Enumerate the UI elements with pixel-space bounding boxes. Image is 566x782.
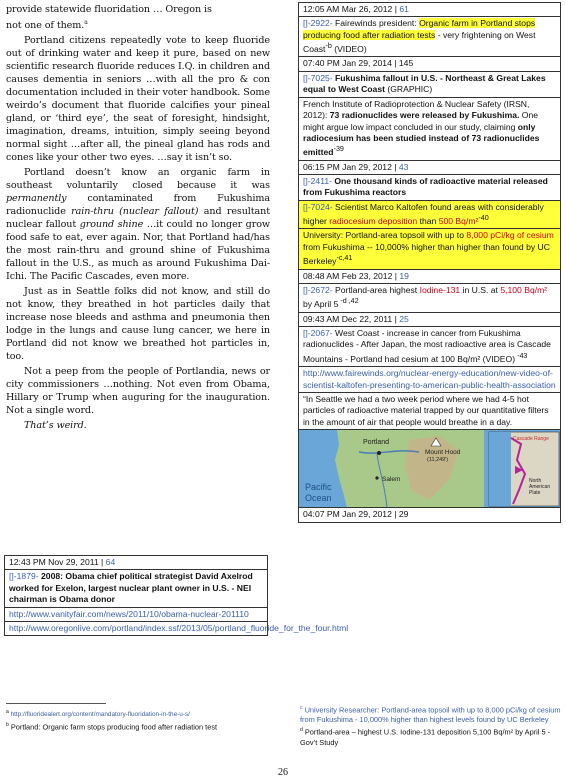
- r2-count: 145: [398, 58, 414, 69]
- cascade-map: [299, 430, 560, 508]
- r1-highlight: Organic farm in Portland stops producing food after radiation tests: [303, 18, 536, 40]
- footnote-ref-43[interactable]: -43: [515, 351, 528, 360]
- label-plate: Plate: [529, 490, 541, 497]
- label-north: North: [529, 478, 542, 485]
- r10-quote-row: [299, 393, 560, 430]
- left-box-id-link[interactable]: []-1879-: [9, 571, 39, 582]
- left-box-headline-row: [5, 570, 267, 607]
- r5-id-link[interactable]: []-7024-: [303, 201, 333, 212]
- inset-ocean: [489, 432, 511, 506]
- label-american: American: [529, 484, 551, 491]
- left-box-date: 12:43 PM Nov 29, 2011 |: [9, 557, 104, 567]
- r11-count: 29: [398, 509, 409, 520]
- r9-url-row: [299, 367, 560, 393]
- r2-date-row: 07:40 PM Jan 29, 2014 | 145: [299, 57, 560, 71]
- left-box-headline: 2008: Obama chief political strategist David Axelrod worked for Exelon, largest nuclear plant owner in U.S. - NEI chairman is Obama donor: [9, 571, 253, 605]
- left-citation-box: [4, 555, 349, 636]
- r7-count[interactable]: 19: [399, 270, 409, 281]
- left-box-url2-row: [5, 622, 349, 635]
- para-2: Portland doesn’t know an organic farm in southeast voluntarily closed because it was permanently contaminated from Fukushima radionuclide rain-thru (nuclear fallout) and resultant nuclear fallout ground shine …it could no longer grow food safe to eat, ever again. Nor, that Portland had/has the most rain-thru and ground shine of Fukushima fallout in the U.S., as much as around Fukushima Dai-Ichi. The Pacific Cascades, even more.: [6, 167, 270, 283]
- r1-body: []-2922- Fairewinds president: Organic farm in Portland stops producing food after radiation tests - very frightening on West Coast$^{-b}$ (VIDEO): [299, 17, 560, 57]
- footnote-ref-d[interactable]: -d ,42: [338, 297, 359, 306]
- footnote-a: $^a$ http://fluoridealert.org/content/mandatory-fluoridation-in-the-u-s/: [6, 709, 190, 719]
- seattle-quote: “In Seattle we had a two week period where we had 4-5 hot particles of radioactive material trapped by our quantitative filters in the amount of air that people would breathe in a day.: [303, 393, 549, 427]
- para-0: [6, 3, 270, 32]
- footnote-c[interactable]: $^c$ University Researcher: Portland-area topsoil with up to 8,000 pCi/kg of cesium from Fukushima - 10,000% higher than highest levels found by UC Berkeley: [300, 705, 561, 725]
- fluoridealert-link[interactable]: http://fluoridealert.org/content/mandatory-fluoridation-in-the-u-s/: [10, 711, 190, 719]
- r4-id-link[interactable]: []-2411-: [303, 176, 332, 186]
- footnote-ref-c[interactable]: -c,41: [336, 254, 353, 263]
- label-pacific: Pacific: [305, 482, 332, 493]
- r8-count[interactable]: 25: [399, 313, 409, 324]
- label-ocean: Ocean: [305, 493, 332, 504]
- r8-date-row: 09:43 AM Dec 22, 2011 | 25: [299, 313, 560, 327]
- r2-body: []-7025- Fukushima fallout in U.S. - Northeast & Great Lakes equal to West Coast (GRAPHIC): [299, 72, 560, 98]
- left-box-count[interactable]: 64: [105, 557, 116, 567]
- r8-body: []-2067- West Coast - increase in cancer from Fukushima radionuclides - After Japan, the most radioactive area is Cascade Mountains - Portland had cesium at 100 Bq/m² (VIDEO) $^{-43}$: [299, 327, 560, 367]
- label-cascade-range: Cascade Range: [513, 436, 549, 443]
- r5-body: []-7024- Scientist Marco Kaltofen found areas with considerably higher radiocesium deposition than 500 Bq/m²$^{-40}$: [299, 201, 560, 230]
- footnotes-right: [300, 703, 563, 748]
- r1-count[interactable]: 61: [399, 4, 409, 14]
- label-salem: Salem: [382, 476, 401, 484]
- r7-id-link[interactable]: []-2672-: [303, 284, 333, 295]
- footnote-ref-a[interactable]: a: [84, 19, 88, 26]
- r8-id-link[interactable]: []-2067-: [303, 328, 333, 339]
- r4-date-row: 06:15 PM Jan 29, 2012 | 43: [299, 161, 560, 175]
- salem-dot: [375, 477, 378, 480]
- para-1: Portland citizens repeatedly vote to keep fluoride out of drinking water and keep it pure, based on new scientific research fluoride reduces I.Q. in children and causes dementia in seniors …with all the pro & con documentation included in their voter handbook. Some weirdo’s document that fluoride calcifies your pineal gland, or ‘third eye’, the seat of foresight, hindsight, imagination, dreams, intuition, simply seeing beyond normal sight …after all, the pineal gland has rods and cones like your other two eyes. …say it isn’t so.: [6, 35, 270, 164]
- footnote-ref-40[interactable]: -40: [478, 214, 489, 223]
- footnote-d: $^d$ Portland-area – highest U.S. Iodine-131 deposition 5,100 Bq/m² by April 5 -Gov’t Study: [300, 727, 551, 747]
- para-4: Not a peep from the people of Portlandia, news or city commissioners …nothing. Not even from Obama, Hillary or Trump when auguring for the inauguration. Not a single word.: [6, 366, 270, 417]
- para-3: Just as in Seattle folks did not know, and still do not know, they breathed in hot particles daily that increase nose bleeds and asthma and pneumonia then lodge in the lungs and cause lung cancer, we here in Portland did not know we breathed hot particles in, too.: [6, 286, 270, 363]
- label-elevation: (11,249'): [427, 457, 449, 464]
- page-number: 26: [278, 767, 288, 778]
- r11-date-row: 04:07 PM Jan 29, 2012 | 29: [303, 509, 409, 520]
- fairewinds-link[interactable]: http://www.fairewinds.org/nuclear-energy-education/new-video-of-scientist-kaltofen-presenting-to-american-public-health-association: [303, 368, 556, 390]
- label-portland: Portland: [363, 439, 390, 447]
- right-citation-box: [298, 2, 561, 523]
- footnote-ref-39[interactable]: -39: [333, 145, 344, 154]
- para-5: That’s weird.: [24, 420, 87, 432]
- left-prose: [6, 3, 270, 434]
- r6-body: University: Portland-area topsoil with up to 8,000 pCi/kg of cesium from Fukushima -- 10,000% higher than higher than found by UC Berkeley$^{-c,41}$: [299, 229, 560, 269]
- footnotes-left: [6, 703, 270, 733]
- portland-dot: [377, 451, 381, 455]
- r2-id-link[interactable]: []-7025-: [303, 72, 333, 83]
- right-column: [298, 2, 561, 523]
- para-0-line1: provide statewide fluoridation … Oregon is: [6, 4, 212, 15]
- vanityfair-link[interactable]: http://www.vanityfair.com/news/2011/10/obama-nuclear-201110: [9, 608, 249, 619]
- r1-date-row: 12:05 AM Mar 26, 2012 | 61: [299, 3, 560, 17]
- left-box-url1-row: [5, 608, 267, 622]
- map-graphic: [299, 430, 560, 508]
- r3-body: French Institute of Radioprotection & Nuclear Safety (IRSN, 2012): 73 radionuclides were released by Fukushima. One might argue low impact concluded in our study, claiming only radiocesium has been studied instead of 73 radionuclides emitted$^{-39}$: [299, 98, 560, 161]
- label-mount-hood: Mount Hood: [425, 449, 461, 457]
- footnote-ref-b[interactable]: -b: [325, 42, 332, 51]
- r1-id-link[interactable]: []-2922-: [303, 18, 333, 29]
- r4-body: []-2411- One thousand kinds of radioactive material released from Fukushima reactors: [299, 175, 560, 201]
- r4-count[interactable]: 43: [398, 161, 409, 172]
- footnote-b: $^b$ Portland: Organic farm stops producing food after radiation test: [6, 722, 218, 732]
- r7-body: []-2672- Portland-area highest Iodine-131 in U.S. at 5,100 Bq/m² by April 5 $^{-d ,42}$: [299, 284, 560, 313]
- r7-date-row: 08:48 AM Feb 23, 2012 | 19: [299, 270, 560, 284]
- para-0-line2: not one of them.: [6, 20, 85, 32]
- oregonlive-link[interactable]: http://www.oregonlive.com/portland/index.ssf/2013/05/portland_fluoride_for_the_four.html: [9, 623, 349, 634]
- footnote-divider: [6, 703, 106, 704]
- left-box-date-row: [5, 556, 267, 570]
